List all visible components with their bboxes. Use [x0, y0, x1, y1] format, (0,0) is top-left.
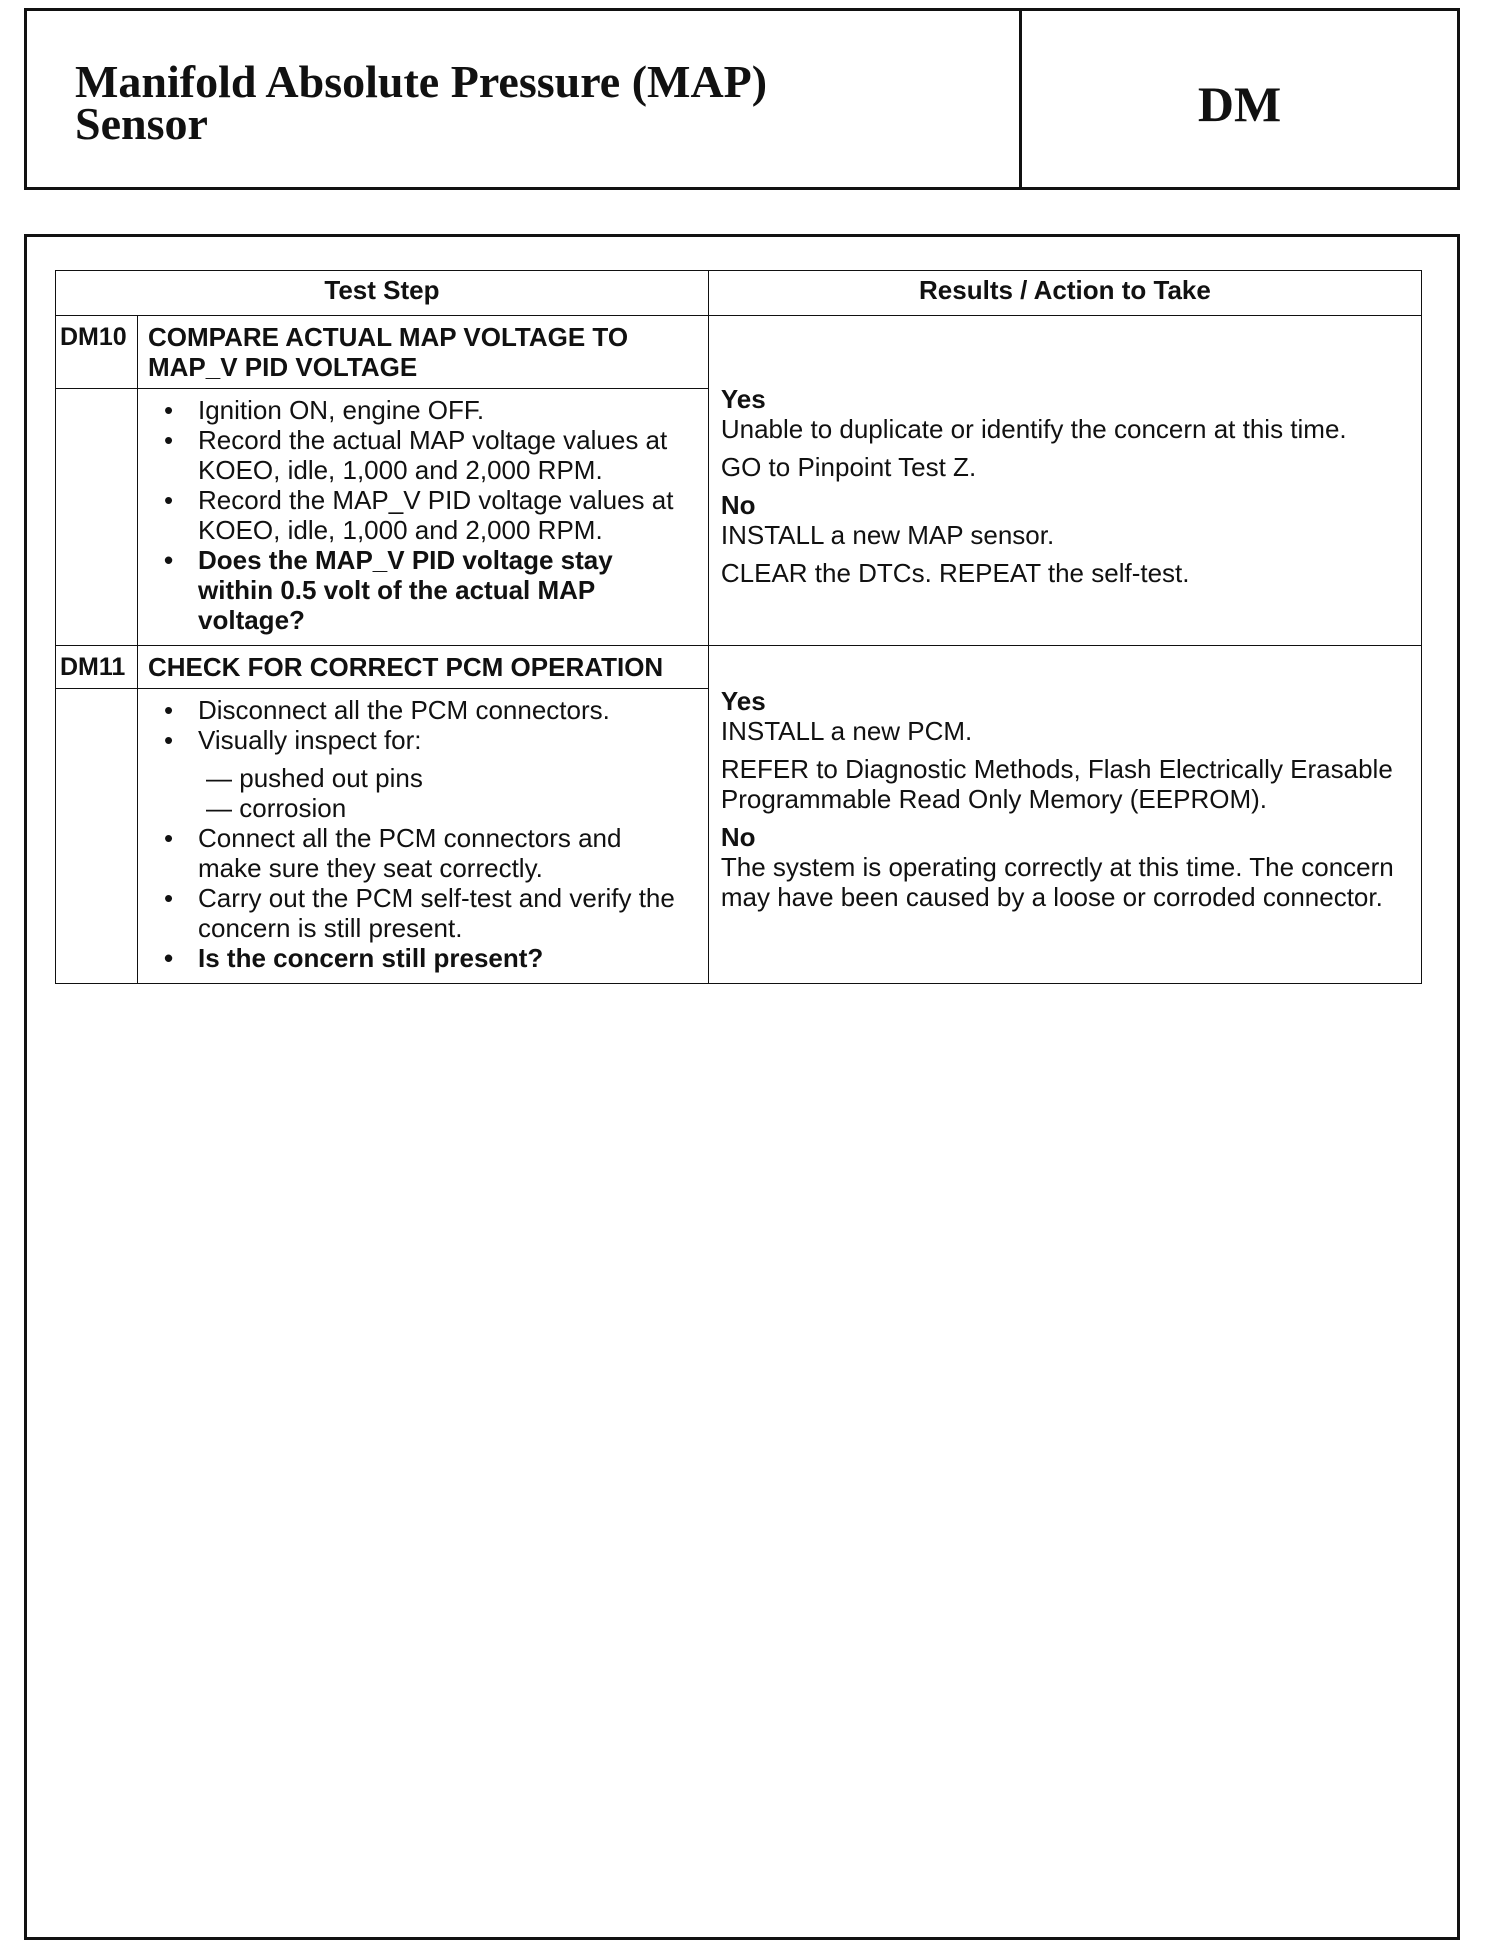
list-item: • Connect all the PCM connectors and make sure they seat correctly.	[182, 823, 688, 883]
list-item: • Record the actual MAP voltage values at KOEO, idle, 1,000 and 2,000 RPM.	[182, 425, 688, 485]
result-text: INSTALL a new MAP sensor.	[720, 520, 1055, 550]
list-item	[182, 725, 688, 823]
step-code: DM10	[56, 316, 138, 389]
list-item: • Disconnect all the PCM connectors.	[182, 695, 688, 725]
no-label: No	[720, 822, 756, 852]
sub-list-item: — corrosion	[206, 793, 688, 823]
header-results: Results / Action to Take	[708, 271, 1421, 316]
no-label: No	[720, 490, 756, 520]
list-item: • Carry out the PCM self-test and verify the concern is still present.	[182, 883, 688, 943]
yes-label: Yes	[720, 686, 766, 716]
step-bullets	[148, 395, 688, 635]
code-spacer	[56, 689, 138, 984]
page-title	[27, 11, 1022, 187]
step-body	[138, 389, 709, 646]
list-item-question: • Does the MAP_V PID voltage stay within 0.5 volt of the actual MAP voltage?	[182, 545, 688, 635]
sub-list-item: — pushed out pins	[206, 763, 688, 793]
step-title: COMPARE ACTUAL MAP VOLTAGE TO MAP_V PID VOLTAGE	[138, 316, 709, 389]
result-text: GO to Pinpoint Test Z.	[720, 452, 977, 482]
section-code: DM	[1197, 76, 1282, 132]
diagnostic-table	[55, 270, 1422, 984]
page-header	[24, 8, 1460, 190]
step-bullets	[148, 695, 688, 973]
list-item-text: Visually inspect for:	[198, 725, 422, 755]
yes-label: Yes	[720, 384, 766, 414]
title-line-1: Manifold Absolute Pressure (MAP)	[75, 56, 768, 107]
step-results	[708, 316, 1421, 646]
step-results	[708, 646, 1421, 984]
result-text: CLEAR the DTCs. REPEAT the self-test.	[720, 558, 1190, 588]
table-header-row	[56, 271, 1422, 316]
step-body	[138, 689, 709, 984]
code-spacer	[56, 389, 138, 646]
result-text: Unable to duplicate or identify the concern at this time.	[720, 414, 1347, 444]
title-line-2: Sensor	[75, 98, 208, 149]
header-test-step: Test Step	[56, 271, 709, 316]
list-item-question: • Is the concern still present?	[182, 943, 688, 973]
table-row	[56, 316, 1422, 389]
result-text: REFER to Diagnostic Methods, Flash Electrically Erasable Programmable Read Only Memory (EEPROM).	[720, 754, 1393, 814]
list-item: • Ignition ON, engine OFF.	[182, 395, 688, 425]
step-code: DM11	[56, 646, 138, 689]
sub-list	[198, 755, 688, 823]
step-title: CHECK FOR CORRECT PCM OPERATION	[138, 646, 709, 689]
result-text: The system is operating correctly at this time. The concern may have been caused by a loose or corroded connector.	[720, 852, 1394, 912]
table-row	[56, 646, 1422, 689]
list-item: • Record the MAP_V PID voltage values at KOEO, idle, 1,000 and 2,000 RPM.	[182, 485, 688, 545]
result-text: INSTALL a new PCM.	[720, 716, 973, 746]
